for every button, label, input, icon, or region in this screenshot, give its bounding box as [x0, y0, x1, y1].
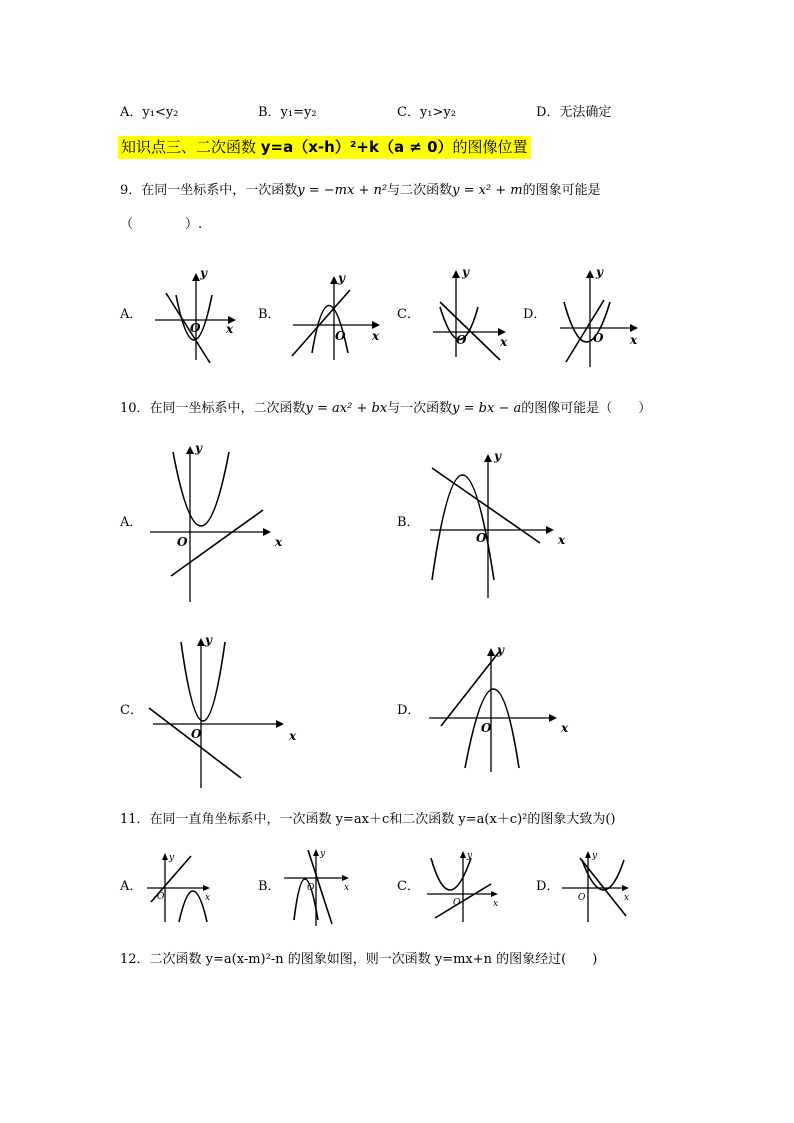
- q10-option-b-label: B．: [397, 515, 420, 530]
- q9-graph-b: [288, 268, 388, 363]
- q9d-origin-label: O: [593, 331, 604, 345]
- q11-graph-c: [425, 850, 505, 925]
- q9a-y-label: y: [200, 266, 207, 280]
- q9b-origin-label: O: [335, 329, 346, 343]
- q11a-y-label: y: [169, 853, 175, 863]
- q11c-x-label: x: [493, 899, 499, 909]
- q11b-origin-label: O: [307, 883, 315, 893]
- q10d-x-label: x: [561, 721, 569, 735]
- q10-option-d-label: D．: [397, 703, 421, 718]
- q10a-x-label: x: [275, 535, 283, 549]
- q9a-x-label: x: [226, 322, 234, 336]
- q10-option-c-label: C．: [120, 703, 143, 718]
- q9-quadratic: y = x² + m: [452, 183, 523, 198]
- q9-graph-a: [150, 265, 240, 365]
- q11c-y-label: y: [467, 851, 473, 861]
- q10c-origin-label: O: [191, 727, 202, 741]
- q9-linear: y = −mx + n²: [297, 183, 388, 198]
- q10c-x-label: x: [289, 729, 297, 743]
- q9c-origin-label: O: [456, 333, 467, 347]
- q10a-y-label: y: [195, 441, 202, 455]
- q9d-x-label: x: [630, 333, 638, 347]
- q11b-y-label: y: [320, 849, 326, 859]
- q9-answer-blank: （ ）.: [120, 217, 203, 232]
- heading-formula: y=a（x-h）²+k（a ≠ 0）: [260, 138, 453, 156]
- q11-option-d-label: D．: [536, 879, 560, 894]
- q10b-origin-label: O: [476, 531, 487, 545]
- q9-mid: 与二次函数: [387, 183, 453, 198]
- q10-option-a-label: A．: [120, 515, 143, 530]
- q11a-origin-label: O: [157, 892, 165, 902]
- q10b-y-label: y: [494, 449, 501, 463]
- q9-option-a-label: A．: [120, 307, 143, 322]
- q9d-y-label: y: [596, 265, 603, 279]
- q11d-origin-label: O: [578, 893, 586, 903]
- q10-suffix: 的图像可能是（ ）: [521, 401, 652, 416]
- q10-graph-c: [145, 630, 305, 790]
- q10-graph-b: [428, 440, 568, 600]
- q11d-x-label: x: [624, 893, 630, 903]
- q12-stem: 12．二次函数 y=a(x-m)²-n 的图象如图，则一次函数 y=mx+n 的图象经过( ): [120, 952, 598, 967]
- q9-graph-c: [428, 262, 518, 362]
- q9c-y-label: y: [462, 265, 469, 279]
- q10b-x-label: x: [558, 533, 566, 547]
- q9b-x-label: x: [372, 329, 380, 343]
- q11c-origin-label: O: [453, 898, 461, 908]
- q9-stem-prefix: 9．在同一坐标系中，一次函数: [120, 183, 298, 198]
- q10-graph-d: [425, 640, 575, 775]
- heading-suffix: 的图像位置: [452, 138, 528, 156]
- q11b-x-label: x: [344, 883, 350, 893]
- q9a-origin-label: O: [190, 321, 201, 335]
- q10d-origin-label: O: [481, 721, 492, 735]
- q8-option-b: B．y₁=y₂: [258, 105, 317, 120]
- heading-prefix: 知识点三、二次函数: [121, 138, 261, 156]
- q10-stem-prefix: 10．在同一坐标系中，二次函数: [120, 401, 306, 416]
- q10a-origin-label: O: [177, 535, 188, 549]
- q10-mid: 与一次函数: [387, 401, 453, 416]
- q10d-y-label: y: [497, 643, 504, 657]
- q11d-y-label: y: [592, 851, 598, 861]
- q9c-x-label: x: [500, 335, 508, 349]
- q10-linear: y = bx − a: [452, 401, 522, 416]
- q11a-x-label: x: [205, 893, 211, 903]
- q9b-y-label: y: [338, 271, 345, 285]
- section-heading: [118, 136, 531, 159]
- q11-option-b-label: B．: [258, 879, 281, 894]
- q10-graph-a: [145, 440, 285, 605]
- q11-graph-a: [145, 850, 215, 925]
- q8-option-a: A．y₁<y₂: [120, 105, 179, 120]
- q10-quadratic: y = ax² + bx: [305, 401, 388, 416]
- q10c-y-label: y: [205, 633, 212, 647]
- q11-option-a-label: A．: [120, 879, 143, 894]
- q8-option-d: D．无法确定: [536, 105, 612, 120]
- q10-stem: [120, 402, 651, 415]
- q9-stem: [120, 184, 601, 197]
- q9-graph-d: [558, 262, 648, 372]
- q11-stem: 11．在同一直角坐标系中，一次函数 y=ax＋c和二次函数 y=a(x＋c)²的图象大致为(): [120, 812, 616, 827]
- q9-option-d-label: D．: [523, 307, 547, 322]
- q9-suffix: 的图象可能是: [522, 183, 601, 198]
- q11-graph-d: [560, 850, 635, 925]
- q9-option-c-label: C．: [397, 307, 420, 322]
- q9-option-b-label: B．: [258, 307, 281, 322]
- q8-option-c: C．y₁>y₂: [397, 105, 456, 120]
- q11-graph-b: [282, 848, 352, 928]
- q11-option-c-label: C．: [397, 879, 420, 894]
